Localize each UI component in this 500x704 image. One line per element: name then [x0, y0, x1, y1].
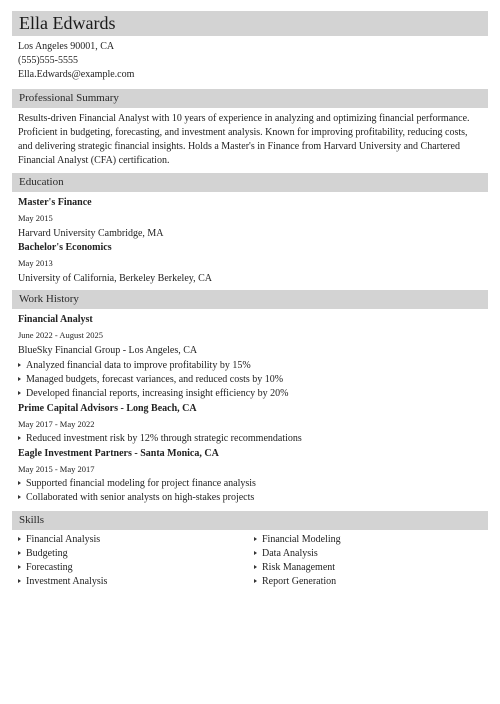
- list-item: Managed budgets, forecast variances, and reduced costs by 10%: [18, 373, 478, 387]
- bullet-arrow-icon: [18, 579, 21, 583]
- bullet-arrow-icon: [18, 495, 21, 499]
- education-school: University of California, Berkeley Berkeley, CA: [18, 273, 213, 284]
- contact-email: Ella.Edwards@example.com: [18, 69, 135, 80]
- section-title: Work History: [19, 293, 79, 305]
- section-title: Skills: [19, 514, 45, 526]
- section-work-history: [12, 290, 488, 309]
- skill-item: Forecasting: [18, 561, 238, 575]
- name-header-bar: [12, 11, 488, 36]
- contact-info: [18, 40, 134, 82]
- list-item: Supported financial modeling for project finance analysis: [18, 477, 478, 491]
- skill-item: Report Generation: [254, 575, 474, 589]
- list-item: Developed financial reports, increasing insight efficiency by 20%: [18, 387, 478, 401]
- job-title: Prime Capital Advisors - Long Beach, CA: [18, 403, 197, 414]
- skills-list-left: [18, 533, 238, 589]
- skill-item: Financial Modeling: [254, 533, 474, 547]
- work-entry: [18, 402, 478, 446]
- list-item: Analyzed financial data to improve profitability by 15%: [18, 359, 478, 373]
- job-bullets: [18, 432, 478, 446]
- bullet-arrow-icon: [18, 436, 21, 440]
- education-degree: Master's Finance: [18, 197, 92, 208]
- section-title: Professional Summary: [19, 92, 119, 104]
- education-school: Harvard University Cambridge, MA: [18, 228, 164, 239]
- bullet-arrow-icon: [254, 565, 257, 569]
- section-title: Education: [19, 176, 64, 188]
- list-item: Reduced investment risk by 12% through strategic recommendations: [18, 432, 478, 446]
- skill-item: Risk Management: [254, 561, 474, 575]
- job-date: June 2022 - August 2025: [18, 330, 103, 340]
- education-date: May 2013: [18, 258, 53, 268]
- bullet-arrow-icon: [254, 551, 257, 555]
- bullet-arrow-icon: [18, 565, 21, 569]
- education-degree: Bachelor's Economics: [18, 242, 112, 253]
- work-entry: [18, 313, 478, 401]
- contact-phone: (555)555-5555: [18, 55, 78, 66]
- job-bullets: [18, 477, 478, 505]
- education-entry: [18, 241, 478, 287]
- skills-list-right: [254, 533, 474, 589]
- job-title: Eagle Investment Partners - Santa Monica, CA: [18, 448, 219, 459]
- job-date: May 2015 - May 2017: [18, 464, 95, 474]
- bullet-arrow-icon: [254, 537, 257, 541]
- bullet-arrow-icon: [254, 579, 257, 583]
- section-professional-summary: [12, 89, 488, 108]
- bullet-arrow-icon: [18, 551, 21, 555]
- bullet-arrow-icon: [18, 363, 21, 367]
- contact-address: Los Angeles 90001, CA: [18, 41, 115, 52]
- job-bullets: [18, 359, 478, 401]
- bullet-arrow-icon: [18, 391, 21, 395]
- skill-item: Investment Analysis: [18, 575, 238, 589]
- summary-text: Results-driven Financial Analyst with 10 years of experience in analyzing and optimizing financial performance. Proficient in budgeting, forecasting, and investment analysis. Known for improving profitability, reducing costs, and delivering strategic financial insights. Holds a Master's in Finance from Harvard University and Chartered Financial Analyst (CFA) certification.: [18, 113, 470, 166]
- job-title: Financial Analyst: [18, 314, 93, 325]
- bullet-arrow-icon: [18, 377, 21, 381]
- list-item: Collaborated with senior analysts on high-stakes projects: [18, 491, 478, 505]
- section-skills: [12, 511, 488, 530]
- bullet-arrow-icon: [18, 481, 21, 485]
- candidate-name: Ella Edwards: [19, 13, 116, 33]
- education-entry: [18, 196, 478, 242]
- job-date: May 2017 - May 2022: [18, 419, 95, 429]
- education-date: May 2015: [18, 213, 53, 223]
- job-company: BlueSky Financial Group - Los Angeles, CA: [18, 345, 198, 356]
- skill-item: Budgeting: [18, 547, 238, 561]
- skill-item: Data Analysis: [254, 547, 474, 561]
- skill-item: Financial Analysis: [18, 533, 238, 547]
- section-education: [12, 173, 488, 192]
- bullet-arrow-icon: [18, 537, 21, 541]
- work-entry: [18, 447, 478, 505]
